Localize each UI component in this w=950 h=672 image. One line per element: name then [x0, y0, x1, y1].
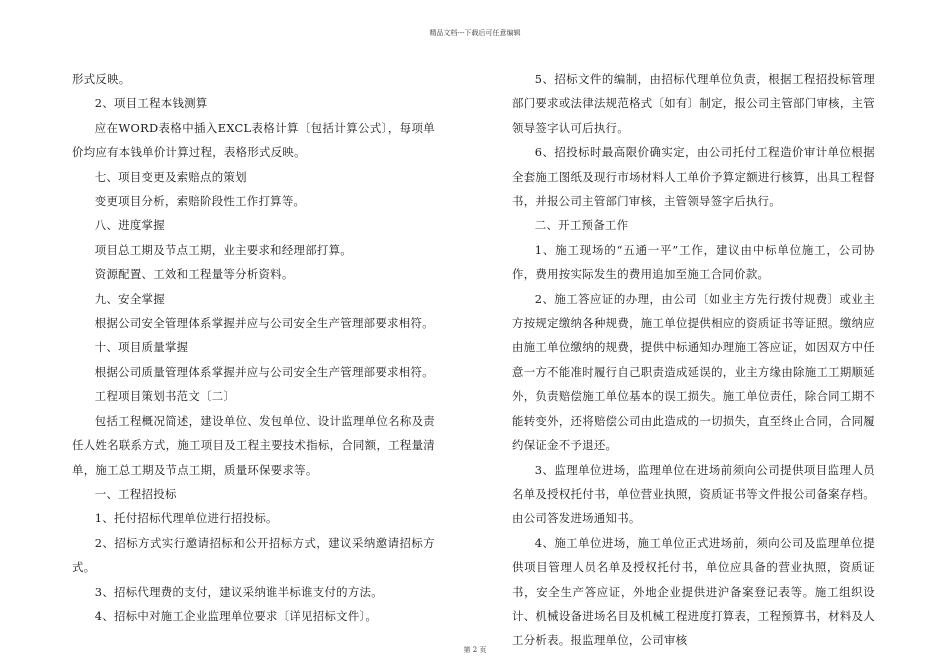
right-column: [512, 67, 875, 653]
left-column: [72, 67, 435, 628]
paragraph: 七、项目变更及索赔点的策划: [94, 169, 247, 184]
paragraph: 2、项目工程本钱测算: [94, 96, 208, 111]
paragraph: 6、招投标时最高限价确实定，由公司托付工程造价审计单位根据全套施工图纸及现行市场材料人工单价予算定额进行核算，出具工程督书，并报公司主管部门审核，主管领导签字后执行。: [512, 145, 875, 209]
paragraph: 九、安全掌握: [94, 291, 165, 306]
paragraph: 4、施工单位进场，施工单位正式进场前，须向公司及监理单位提供项目管理人员名单及授权托付书，单位应具备的营业执照，资质证书，安全生产答应证，外地企业提供进沪备案登记表等。施工组织设计、机械设备进场名目及机械工程进度打算表，工程预算书，材料及人工分析表。报监理单位，公司审核: [512, 535, 875, 648]
paragraph: 根据公司安全管理体系掌握并应与公司安全生产管理部要求相符。: [94, 316, 434, 331]
paragraph: 5、招标文件的编制，由招标代理单位负责，根据工程招投标管理部门要求或法律法规范格式〔如有〕制定，报公司主管部门审核，主管领导签字认可后执行。: [512, 72, 875, 135]
paragraph: 4、招标中对施工企业监理单位要求〔详见招标文件〕。: [94, 608, 378, 623]
paragraph: 八、进度掌握: [94, 218, 165, 233]
paragraph: 1、施工现场的“五通一平”工作，建议由中标单位施工，公司协作，费用按实际发生的费用追加至施工合同价款。: [512, 242, 875, 282]
paragraph: 二、开工预备工作: [534, 218, 629, 233]
paragraph: 3、监理单位进场，监理单位在进场前须向公司提供项目监理人员名单及授权托付书，单位营业执照，资质证书等文件报公司备案存档。由公司答发进场通知书。: [512, 462, 875, 526]
page-header: 精品文档---下载后可任意编辑: [429, 29, 521, 37]
paragraph: 根据公司质量管理体系掌握并应与公司安全生产管理部要求相符。: [94, 364, 434, 379]
paragraph: 2、施工答应证的办理，由公司〔如业主方先行拨付规费〕或业主方按规定缴纳各种规费，施工单位提供相应的资质证书等证照。缴纳应由施工单位缴纳的规费，提供中标通知办理施工答应证，如因双方中任意一方不能准时履行自己职责造成延误的，业主方缘由除施工工期顺延外，负责赔偿施工单位基本的误工损失。施工单位责任，除合同工期不能转变外，还将赔偿公司由此造成的一切损失，直至终止合同，合同履约保证金不予退还。: [512, 291, 875, 453]
paragraph: 一、工程招投标: [94, 486, 177, 501]
paragraph: 变更项目分析，索赔阶段性工作打算等。: [94, 194, 306, 209]
paragraph: 应在WORD表格中插入EXCL表格计算〔包括计算公式〕，每项单价均应有本钱单价计算过程，表格形式反映。: [72, 120, 435, 160]
paragraph: 包括工程概况简述，建设单位、发包单位、设计监理单位名称及责任人姓名联系方式，施工项目及工程主要技术指标，合同额，工程量清单，施工总工期及节点工期，质量环保要求等。: [72, 413, 435, 477]
paragraph: 工程项目策划书范文〔二〕: [94, 389, 236, 404]
paragraph: 资源配置、工效和工程量等分析资料。: [94, 267, 294, 282]
paragraph: 2、招标方式实行邀请招标和公开招标方式，建议采纳邀请招标方式。: [72, 535, 435, 575]
paragraph: 项目总工期及节点工期，业主要求和经理部打算。: [94, 242, 352, 257]
paragraph: 3、招标代理费的支付，建议采纳谁半标谁支付的方法。: [94, 584, 383, 599]
paragraph: 形式反映。: [72, 72, 131, 86]
page-footer: 第 2 页: [463, 646, 487, 654]
paragraph: 十、项目质量掌握: [94, 340, 189, 355]
paragraph: 1、托付招标代理单位进行招投标。: [94, 511, 278, 526]
